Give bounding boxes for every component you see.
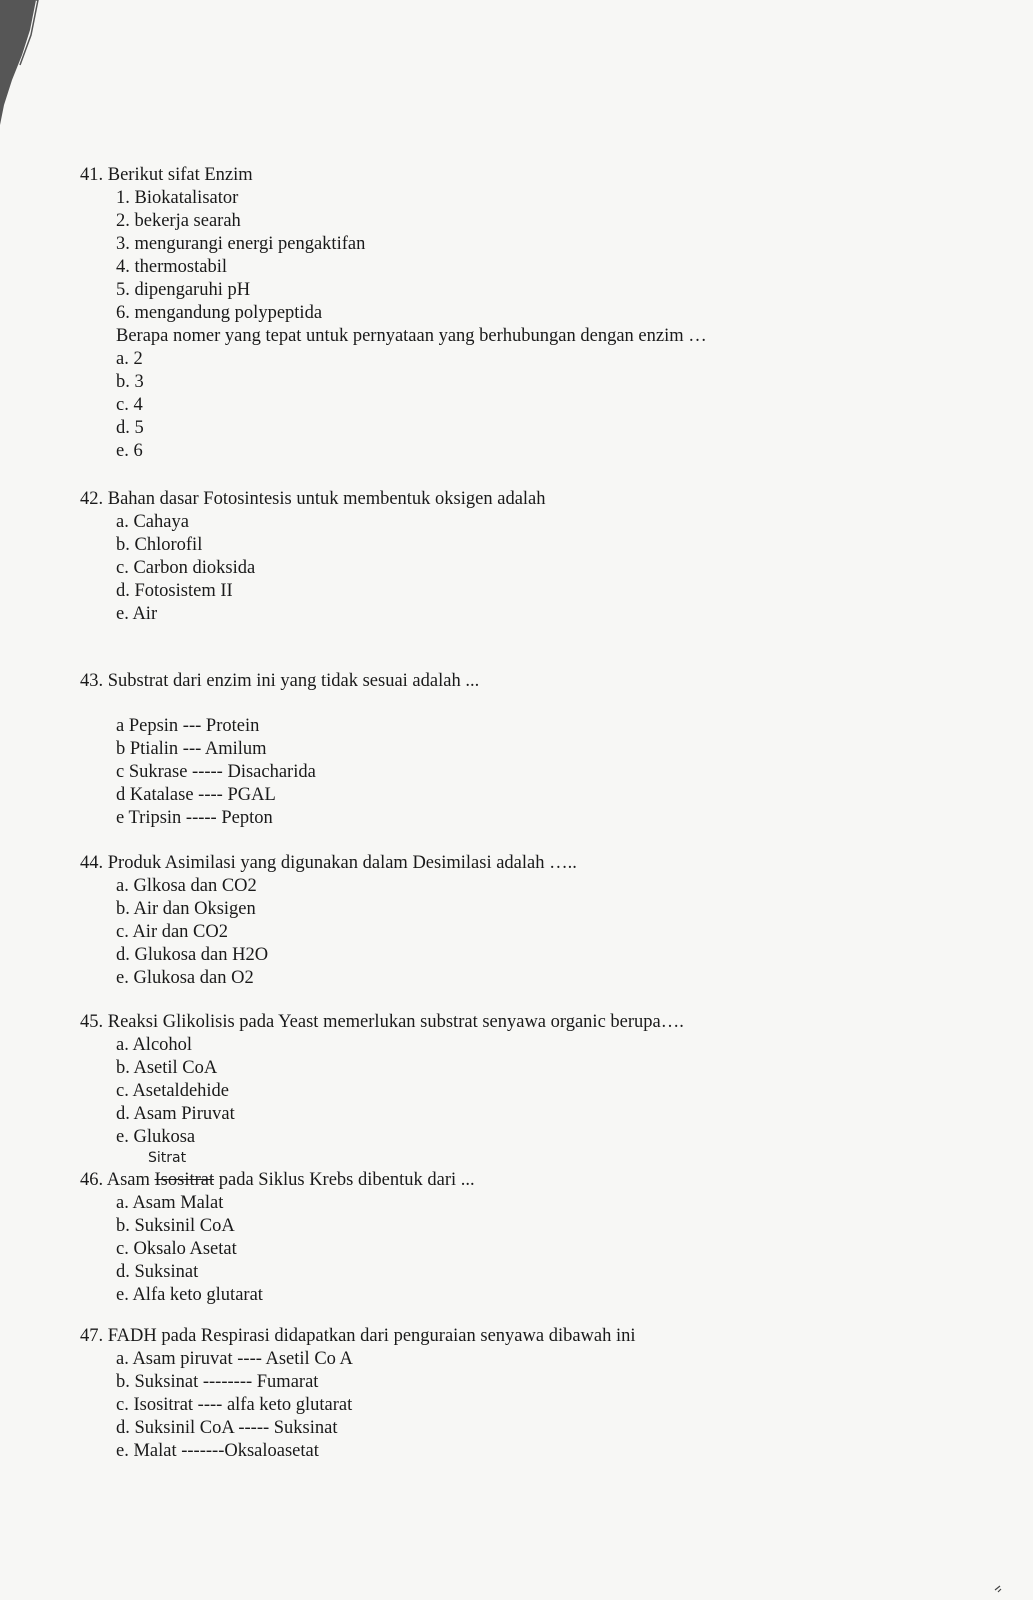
- answer-option: d. Suksinil CoA ----- Suksinat: [116, 1418, 338, 1438]
- question-title: 43. Substrat dari enzim ini yang tidak sesuai adalah ...: [80, 671, 480, 691]
- answer-option: d. 5: [116, 418, 144, 438]
- statement-item: 3. mengurangi energi pengaktifan: [116, 234, 366, 254]
- answer-option: a. Alcohol: [116, 1035, 193, 1055]
- answer-option: b. Asetil CoA: [116, 1058, 218, 1078]
- answer-option: e. 6: [116, 441, 143, 461]
- answer-option: a. 2: [116, 349, 143, 369]
- statement-item: 1. Biokatalisator: [116, 188, 239, 208]
- answer-option: e Tripsin ----- Pepton: [116, 808, 273, 828]
- handwritten-correction: Sitrat: [148, 1150, 187, 1166]
- answer-option: d. Suksinat: [116, 1262, 199, 1282]
- answer-option: c. Carbon dioksida: [116, 558, 256, 578]
- answer-option: e. Glukosa: [116, 1127, 196, 1147]
- answer-option: d. Glukosa dan H2O: [116, 945, 269, 965]
- answer-option: b. Air dan Oksigen: [116, 899, 256, 919]
- answer-option: c Sukrase ----- Disacharida: [116, 762, 316, 782]
- answer-option: d. Fotosistem II: [116, 581, 233, 601]
- answer-option: b. Chlorofil: [116, 535, 203, 555]
- answer-option: b. Suksinil CoA: [116, 1216, 235, 1236]
- question-45: [0, 1011, 1000, 1149]
- statement-item: 4. thermostabil: [116, 257, 227, 277]
- question-title: 44. Produk Asimilasi yang digunakan dalam Desimilasi adalah …..: [80, 853, 577, 873]
- answer-option: e. Air: [116, 604, 158, 624]
- answer-option: d Katalase ---- PGAL: [116, 785, 276, 805]
- answer-option: b. Suksinat -------- Fumarat: [116, 1372, 319, 1392]
- question-44: [0, 852, 1000, 990]
- answer-option: e. Alfa keto glutarat: [116, 1285, 263, 1305]
- question-prompt: Berapa nomer yang tepat untuk pernyataan yang berhubungan dengan enzim …: [116, 326, 707, 346]
- question-41: [0, 164, 1000, 463]
- answer-option: c. Asetaldehide: [116, 1081, 230, 1101]
- statement-item: 2. bekerja searah: [116, 211, 241, 231]
- answer-option: e. Malat -------Oksaloasetat: [116, 1441, 319, 1461]
- statement-item: 6. mengandung polypeptida: [116, 303, 323, 323]
- answer-option: c. Isositrat ---- alfa keto glutarat: [116, 1395, 353, 1415]
- title-suffix: pada Siklus Krebs dibentuk dari ...: [214, 1170, 475, 1190]
- question-title: 42. Bahan dasar Fotosintesis untuk membentuk oksigen adalah: [80, 489, 546, 509]
- answer-option: b. 3: [116, 372, 144, 392]
- question-42: [0, 488, 1000, 626]
- answer-option: a. Glkosa dan CO2: [116, 876, 257, 896]
- scan-edge-mark: [0, 0, 40, 130]
- question-47: [0, 1325, 1000, 1463]
- answer-option: a. Cahaya: [116, 512, 189, 532]
- answer-option: a Pepsin --- Protein: [116, 716, 260, 736]
- answer-option: c. Air dan CO2: [116, 922, 229, 942]
- answer-option: a. Asam Malat: [116, 1193, 224, 1213]
- question-title: 41. Berikut sifat Enzim: [80, 165, 253, 185]
- question-title: 47. FADH pada Respirasi didapatkan dari penguraian senyawa dibawah ini: [80, 1326, 636, 1346]
- question-46: [0, 1169, 1000, 1307]
- question-43: [0, 670, 1000, 830]
- answer-option: c. Oksalo Asetat: [116, 1239, 237, 1259]
- title-prefix: 46. Asam: [80, 1170, 155, 1190]
- scan-corner-mark: [990, 1570, 1030, 1598]
- answer-option: e. Glukosa dan O2: [116, 968, 254, 988]
- struck-word: Isositrat: [154, 1170, 215, 1190]
- answer-option: c. 4: [116, 395, 143, 415]
- answer-option: d. Asam Piruvat: [116, 1104, 235, 1124]
- answer-option: a. Asam piruvat ---- Asetil Co A: [116, 1349, 353, 1369]
- answer-option: b Ptialin --- Amilum: [116, 739, 267, 759]
- question-title: 45. Reaksi Glikolisis pada Yeast memerlukan substrat senyawa organic berupa….: [80, 1012, 684, 1032]
- question-title: [80, 1169, 1000, 1192]
- statement-item: 5. dipengaruhi pH: [116, 280, 251, 300]
